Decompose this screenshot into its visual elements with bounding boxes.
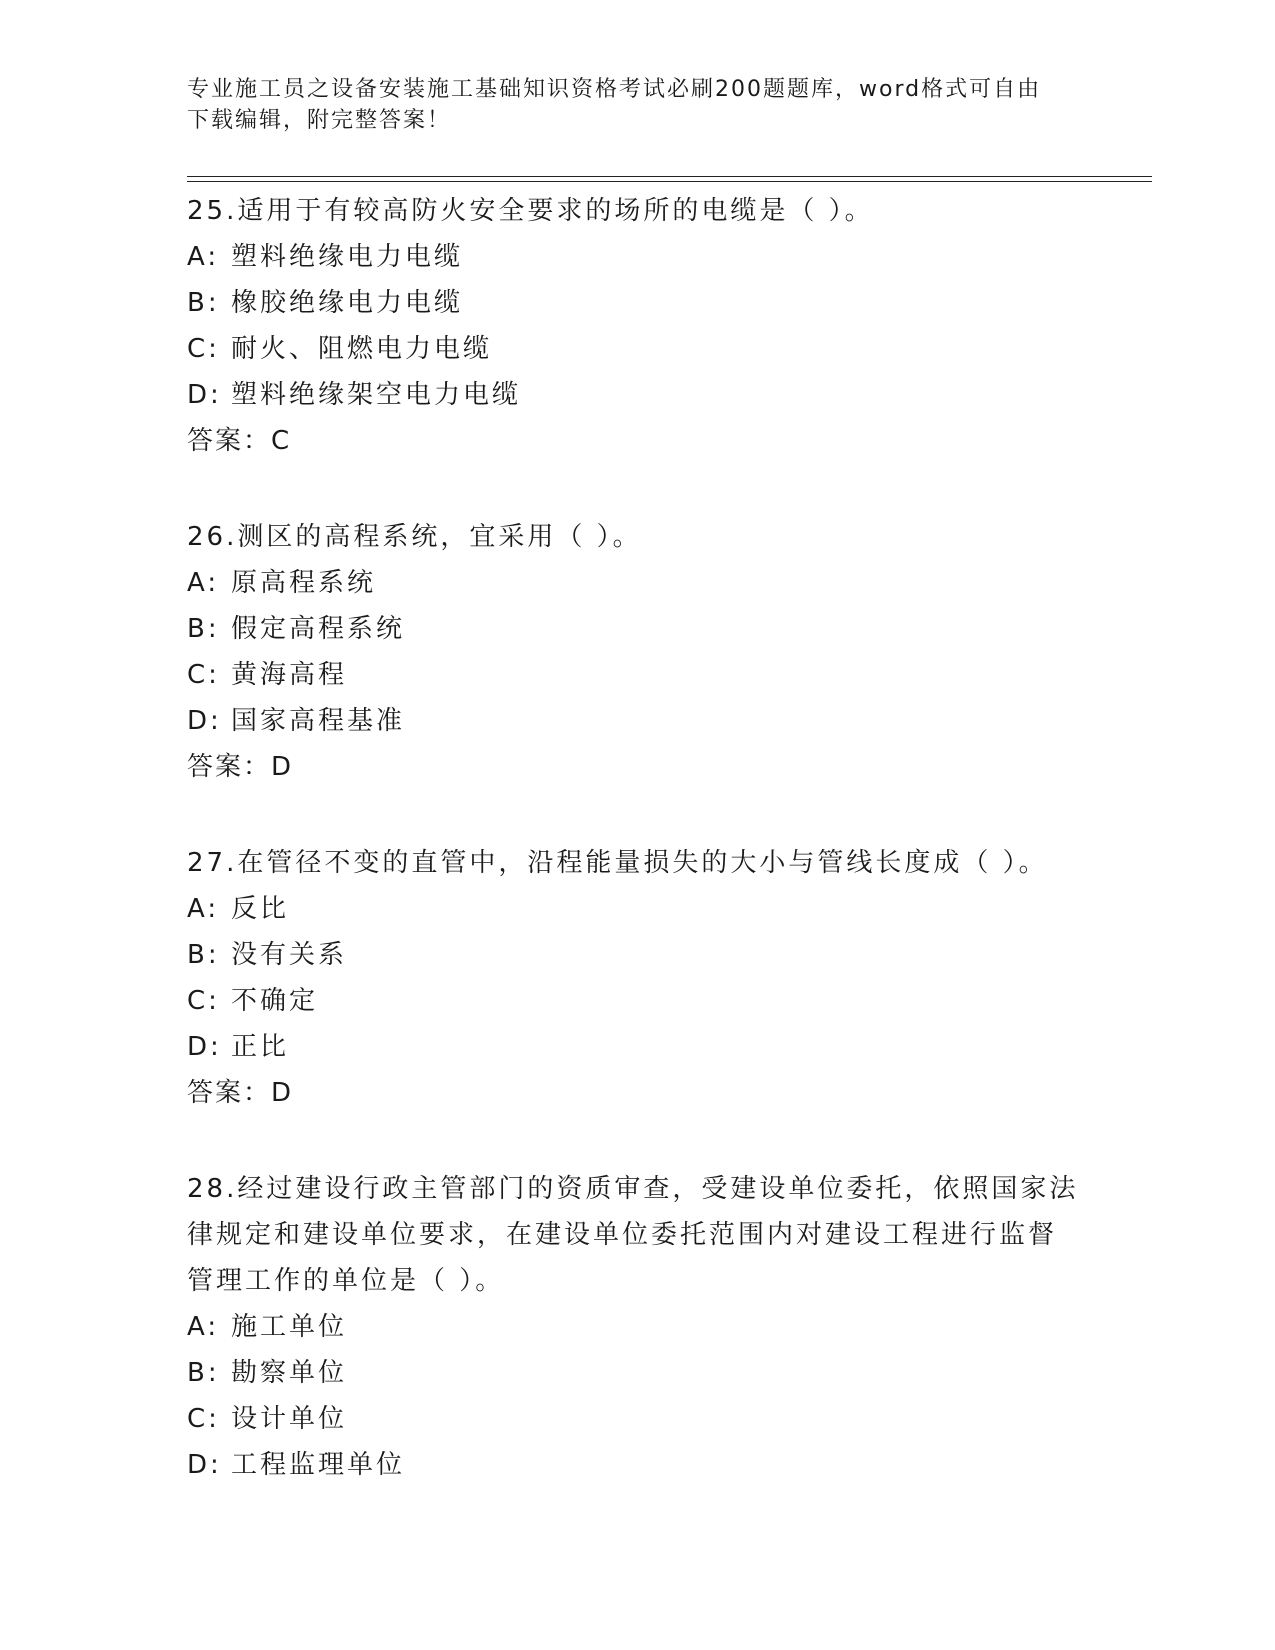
option-d [187,1442,1087,1488]
option-c [187,1396,1087,1442]
question-stem: 27.在管径不变的直管中，沿程能量损失的大小与管线长度成（ ）。 [187,848,1048,878]
option-a [187,886,1087,932]
option-key: C: [187,660,220,690]
option-d [187,372,1087,418]
question-stem: 26.测区的高程系统，宜采用（ ）。 [187,522,642,552]
option-c [187,652,1087,698]
option-key: B: [187,1358,220,1388]
answer: 答案：D [187,752,294,782]
question-26 [187,514,1087,790]
option-a [187,234,1087,280]
option-b [187,1350,1087,1396]
option-key: A: [187,894,220,924]
option-b [187,606,1087,652]
question-stem: 25.适用于有较高防火安全要求的场所的电缆是（ ）。 [187,196,874,226]
option-text: 没有关系 [231,940,348,970]
option-text: 施工单位 [231,1312,348,1342]
question-25 [187,188,1087,464]
option-key: A: [187,1312,220,1342]
option-text: 国家高程基准 [231,706,406,736]
option-key: B: [187,940,220,970]
option-key: D: [187,1032,222,1062]
option-text: 反比 [231,894,290,924]
option-b [187,932,1087,978]
option-d [187,1024,1087,1070]
document-header [187,74,1067,136]
option-key: A: [187,242,220,272]
option-c [187,326,1087,372]
option-key: C: [187,334,220,364]
question-stem-line-3: 管理工作的单位是（ ）。 [187,1266,505,1296]
option-text: 勘察单位 [231,1358,348,1388]
question-stem-line-1: 28.经过建设行政主管部门的资质审查，受建设单位委托，依照国家法 [187,1174,1079,1204]
option-text: 黄海高程 [231,660,348,690]
question-list [187,188,1087,1538]
option-a [187,1304,1087,1350]
option-key: B: [187,288,220,318]
header-line-1: 专业施工员之设备安装施工基础知识资格考试必刷200题题库，word格式可自由 [187,77,1042,102]
option-key: A: [187,568,220,598]
option-key: C: [187,1404,220,1434]
option-text: 正比 [231,1032,290,1062]
option-text: 塑料绝缘电力电缆 [231,242,464,272]
question-27 [187,840,1087,1116]
option-text: 假定高程系统 [231,614,406,644]
option-key: D: [187,380,222,410]
option-key: B: [187,614,220,644]
option-text: 不确定 [231,986,319,1016]
header-divider-bottom [187,181,1152,182]
option-text: 耐火、阻燃电力电缆 [231,334,493,364]
option-key: C: [187,986,220,1016]
option-b [187,280,1087,326]
header-divider-top [187,176,1152,177]
option-text: 工程监理单位 [231,1450,406,1480]
option-a [187,560,1087,606]
answer: 答案：C [187,426,292,456]
option-key: D: [187,1450,222,1480]
question-28 [187,1166,1087,1488]
header-line-2: 下载编辑，附完整答案！ [187,108,452,133]
option-text: 设计单位 [231,1404,348,1434]
answer: 答案：D [187,1078,294,1108]
option-c [187,978,1087,1024]
option-text: 原高程系统 [231,568,377,598]
question-stem-line-2: 律规定和建设单位要求，在建设单位委托范围内对建设工程进行监督 [187,1220,1058,1250]
option-key: D: [187,706,222,736]
option-d [187,698,1087,744]
option-text: 塑料绝缘架空电力电缆 [231,380,522,410]
option-text: 橡胶绝缘电力电缆 [231,288,464,318]
